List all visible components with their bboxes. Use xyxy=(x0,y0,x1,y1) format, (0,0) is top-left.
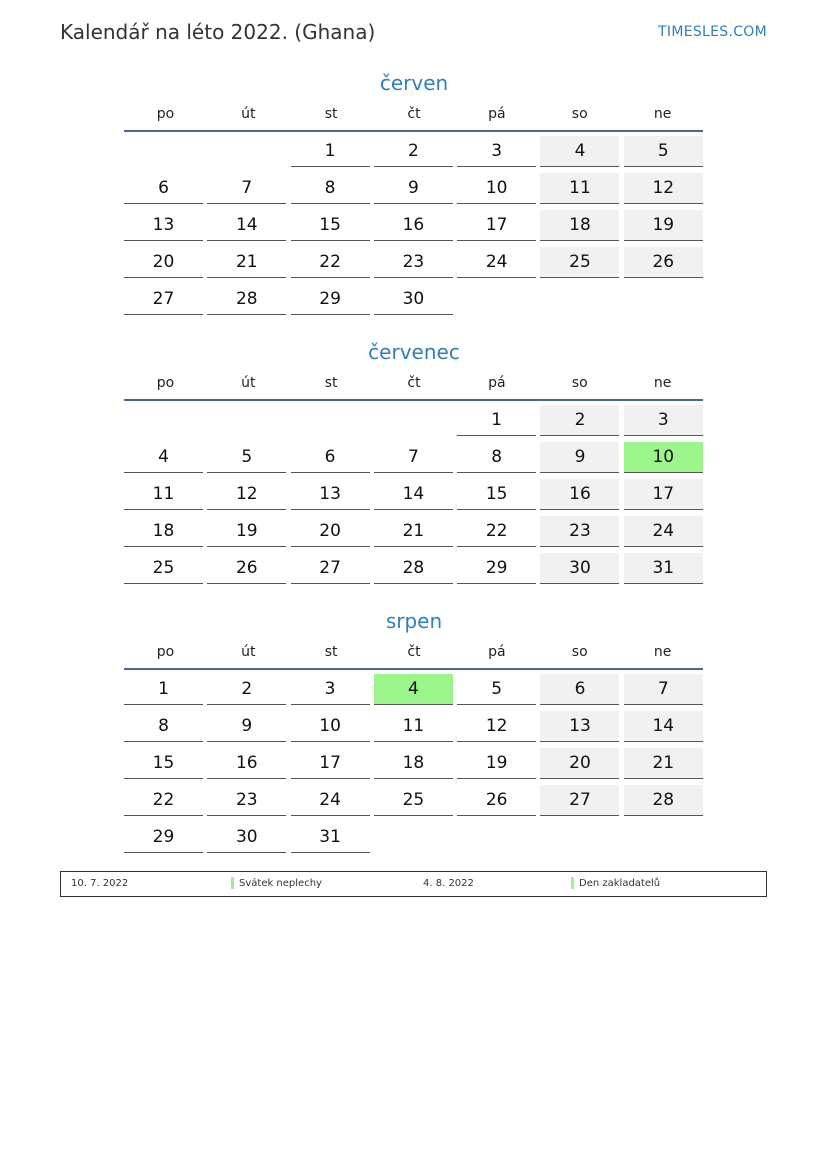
holiday-day-cell: 4 xyxy=(374,674,453,705)
weekday-label: po xyxy=(156,644,175,660)
day-cell: 5 xyxy=(624,136,703,167)
empty-day-cell xyxy=(291,405,370,435)
day-cell: 20 xyxy=(540,748,619,779)
weekday-label: st xyxy=(324,644,338,660)
day-cell: 16 xyxy=(374,210,453,241)
empty-day-cell xyxy=(124,405,203,435)
month-calendar-july xyxy=(124,337,704,584)
header-divider xyxy=(124,130,703,132)
weekday-label: po xyxy=(156,375,175,391)
day-cell: 8 xyxy=(457,442,536,473)
weekday-label: ne xyxy=(653,644,672,660)
day-cell: 17 xyxy=(624,479,703,510)
weekday-label: st xyxy=(324,375,338,391)
day-cell: 24 xyxy=(291,785,370,816)
legend-holiday xyxy=(571,872,660,896)
day-grid xyxy=(124,136,704,315)
weekday-label: čt xyxy=(407,375,421,391)
weekday-label: st xyxy=(324,106,338,122)
holiday-color-marker xyxy=(231,877,234,889)
legend-holiday xyxy=(231,872,322,896)
day-cell: 11 xyxy=(124,479,203,510)
day-cell: 23 xyxy=(540,516,619,547)
day-cell: 26 xyxy=(457,785,536,816)
day-grid xyxy=(124,674,704,853)
day-cell: 2 xyxy=(540,405,619,436)
day-cell: 21 xyxy=(624,748,703,779)
day-cell: 3 xyxy=(624,405,703,436)
day-cell: 1 xyxy=(124,674,203,705)
weekday-label: čt xyxy=(407,644,421,660)
day-cell: 29 xyxy=(124,822,203,853)
day-cell: 19 xyxy=(207,516,286,547)
day-cell: 5 xyxy=(457,674,536,705)
day-cell: 7 xyxy=(624,674,703,705)
day-cell: 11 xyxy=(540,173,619,204)
day-cell: 19 xyxy=(457,748,536,779)
day-cell: 21 xyxy=(207,247,286,278)
empty-day-cell xyxy=(124,136,203,166)
day-cell: 10 xyxy=(291,711,370,742)
legend-date: 10. 7. 2022 xyxy=(71,878,129,889)
day-cell: 22 xyxy=(457,516,536,547)
day-cell: 15 xyxy=(457,479,536,510)
weekday-label: so xyxy=(571,106,588,122)
day-cell: 30 xyxy=(540,553,619,584)
day-cell: 22 xyxy=(124,785,203,816)
day-cell: 1 xyxy=(291,136,370,167)
day-cell: 27 xyxy=(124,284,203,315)
day-cell: 14 xyxy=(374,479,453,510)
day-cell: 18 xyxy=(540,210,619,241)
day-cell: 7 xyxy=(374,442,453,473)
day-cell: 2 xyxy=(374,136,453,167)
day-cell: 26 xyxy=(624,247,703,278)
day-cell: 7 xyxy=(207,173,286,204)
empty-day-cell xyxy=(207,405,286,435)
day-cell: 10 xyxy=(457,173,536,204)
day-cell: 1 xyxy=(457,405,536,436)
day-cell: 23 xyxy=(374,247,453,278)
day-cell: 25 xyxy=(540,247,619,278)
day-cell: 26 xyxy=(207,553,286,584)
day-cell: 12 xyxy=(207,479,286,510)
day-cell: 12 xyxy=(624,173,703,204)
day-cell: 6 xyxy=(540,674,619,705)
day-cell: 18 xyxy=(374,748,453,779)
day-cell: 16 xyxy=(540,479,619,510)
day-cell: 9 xyxy=(207,711,286,742)
header-divider xyxy=(124,668,703,670)
day-cell: 15 xyxy=(124,748,203,779)
weekday-label: ne xyxy=(653,106,672,122)
day-cell: 9 xyxy=(540,442,619,473)
day-grid xyxy=(124,405,704,584)
day-cell: 21 xyxy=(374,516,453,547)
weekday-label: út xyxy=(241,375,256,391)
day-cell: 29 xyxy=(457,553,536,584)
weekday-label: po xyxy=(156,106,175,122)
brand-link[interactable]: TIMESLES.COM xyxy=(658,24,767,40)
day-cell: 14 xyxy=(624,711,703,742)
day-cell: 18 xyxy=(124,516,203,547)
legend-holiday-name: Svátek neplechy xyxy=(239,878,322,889)
day-cell: 16 xyxy=(207,748,286,779)
day-cell: 25 xyxy=(374,785,453,816)
day-cell: 24 xyxy=(624,516,703,547)
day-cell: 3 xyxy=(457,136,536,167)
weekday-header xyxy=(124,636,704,668)
day-cell: 12 xyxy=(457,711,536,742)
month-title: srpen xyxy=(385,609,443,633)
day-cell: 28 xyxy=(207,284,286,315)
day-cell: 20 xyxy=(291,516,370,547)
weekday-label: út xyxy=(241,106,256,122)
day-cell: 13 xyxy=(124,210,203,241)
month-calendar-august xyxy=(124,606,704,853)
day-cell: 20 xyxy=(124,247,203,278)
empty-day-cell xyxy=(207,136,286,166)
holiday-legend xyxy=(60,871,767,897)
day-cell: 11 xyxy=(374,711,453,742)
weekday-header xyxy=(124,98,704,130)
weekday-label: ne xyxy=(653,375,672,391)
weekday-label: so xyxy=(571,644,588,660)
month-title: červenec xyxy=(368,340,460,364)
day-cell: 28 xyxy=(374,553,453,584)
legend-holiday-name: Den zakladatelů xyxy=(579,878,661,889)
day-cell: 31 xyxy=(624,553,703,584)
day-cell: 19 xyxy=(624,210,703,241)
day-cell: 15 xyxy=(291,210,370,241)
month-calendar-june xyxy=(124,68,704,315)
day-cell: 30 xyxy=(374,284,453,315)
weekday-header xyxy=(124,367,704,399)
day-cell: 23 xyxy=(207,785,286,816)
day-cell: 6 xyxy=(124,173,203,204)
day-cell: 17 xyxy=(457,210,536,241)
day-cell: 4 xyxy=(124,442,203,473)
day-cell: 31 xyxy=(291,822,370,853)
weekday-label: pá xyxy=(488,375,506,391)
day-cell: 27 xyxy=(291,553,370,584)
day-cell: 29 xyxy=(291,284,370,315)
weekday-label: čt xyxy=(407,106,421,122)
day-cell: 6 xyxy=(291,442,370,473)
holiday-color-marker xyxy=(571,877,574,889)
day-cell: 27 xyxy=(540,785,619,816)
day-cell: 2 xyxy=(207,674,286,705)
day-cell: 8 xyxy=(291,173,370,204)
day-cell: 24 xyxy=(457,247,536,278)
holiday-day-cell: 10 xyxy=(624,442,703,473)
day-cell: 17 xyxy=(291,748,370,779)
day-cell: 22 xyxy=(291,247,370,278)
weekday-label: pá xyxy=(488,106,506,122)
month-title: červen xyxy=(379,71,449,95)
day-cell: 13 xyxy=(291,479,370,510)
day-cell: 8 xyxy=(124,711,203,742)
empty-day-cell xyxy=(374,405,453,435)
day-cell: 3 xyxy=(291,674,370,705)
day-cell: 13 xyxy=(540,711,619,742)
header-divider xyxy=(124,399,703,401)
legend-date: 4. 8. 2022 xyxy=(423,878,474,889)
weekday-label: út xyxy=(241,644,256,660)
weekday-label: pá xyxy=(488,644,506,660)
page-title: Kalendář na léto 2022. (Ghana) xyxy=(60,20,376,44)
day-cell: 14 xyxy=(207,210,286,241)
day-cell: 9 xyxy=(374,173,453,204)
day-cell: 4 xyxy=(540,136,619,167)
day-cell: 5 xyxy=(207,442,286,473)
weekday-label: so xyxy=(571,375,588,391)
day-cell: 30 xyxy=(207,822,286,853)
day-cell: 25 xyxy=(124,553,203,584)
day-cell: 28 xyxy=(624,785,703,816)
